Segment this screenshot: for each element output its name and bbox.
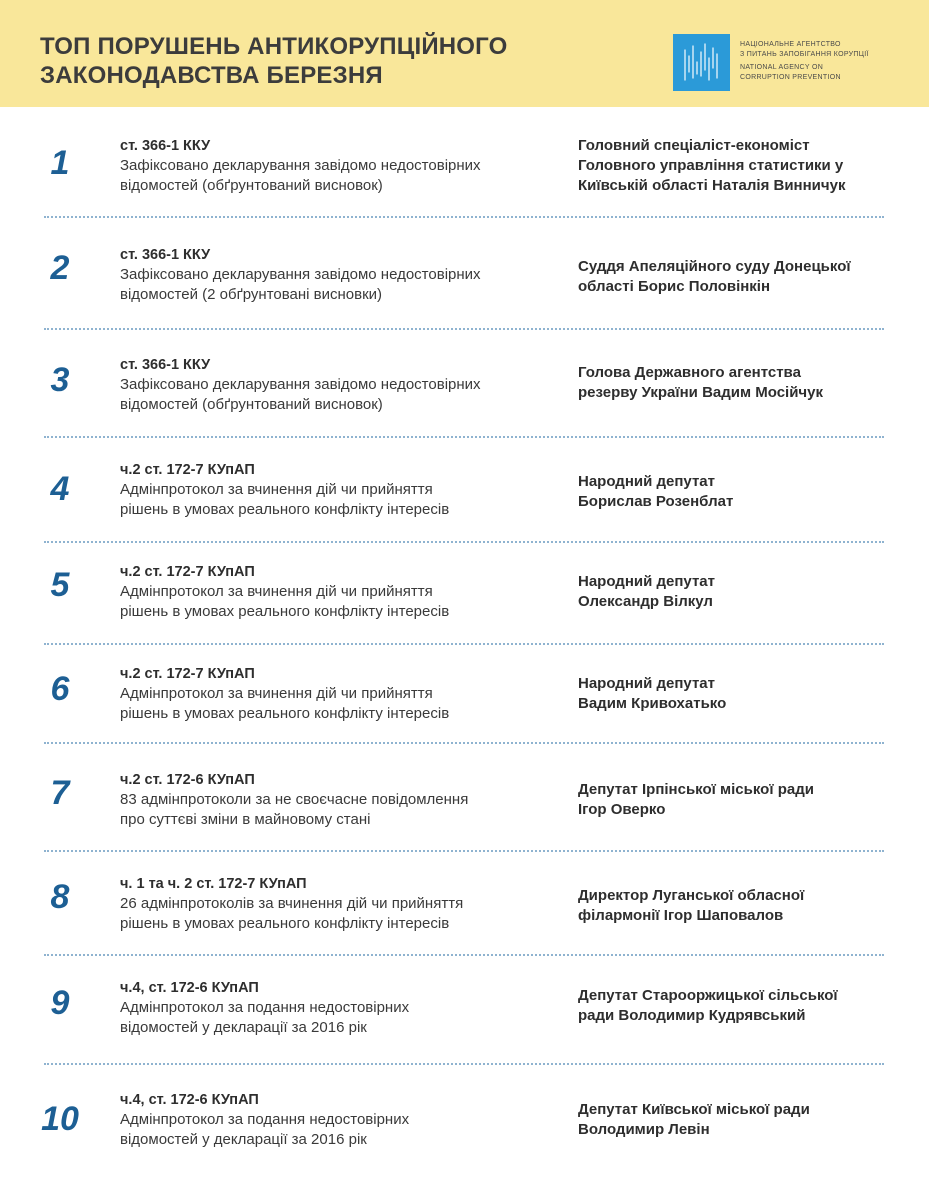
dotted-divider xyxy=(44,742,884,744)
item-number: 4 xyxy=(50,470,70,508)
item-person xyxy=(578,136,845,196)
item-law-article: ст. 366-1 ККУ xyxy=(120,357,211,373)
item-person-line: Голова Державного агентства xyxy=(578,364,801,381)
item-law-article: ч.2 ст. 172-7 КУпАП xyxy=(120,666,255,682)
item-person xyxy=(578,780,814,820)
item-person xyxy=(578,572,715,612)
item-law-article: ч.2 ст. 172-6 КУпАП xyxy=(120,772,255,788)
item-description xyxy=(120,1110,560,1150)
item-description-line: Адмінпротокол за вчинення дій чи прийняття xyxy=(120,481,433,498)
item-person-line: Ігор Оверко xyxy=(578,801,666,818)
title-line-1: ТОП ПОРУШЕНЬ АНТИКОРУПЦІЙНОГО xyxy=(40,33,508,60)
nazk-logo-icon xyxy=(673,34,730,91)
item-person-line: філармонії Ігор Шаповалов xyxy=(578,907,784,924)
item-description xyxy=(120,480,560,520)
dotted-divider xyxy=(44,1063,884,1065)
dotted-divider xyxy=(44,541,884,543)
item-person xyxy=(578,1100,810,1140)
item-description-line: відомостей (обґрунтований висновок) xyxy=(120,396,383,413)
item-description-line: 83 адмінпротоколи за не своєчасне повідомлення xyxy=(120,791,469,808)
item-person-line: ради Володимир Кудрявський xyxy=(578,1007,806,1024)
item-person-line: Народний депутат xyxy=(578,473,715,490)
item-person-line: Депутат Київської міської ради xyxy=(578,1101,810,1118)
item-person-line: Володимир Левін xyxy=(578,1121,710,1138)
item-description-line: 26 адмінпротоколів за вчинення дій чи прийняття xyxy=(120,895,464,912)
logo-ua-line-2: З ПИТАНЬ ЗАПОБІГАННЯ КОРУПЦІЇ xyxy=(740,50,869,58)
item-person-line: Народний депутат xyxy=(578,573,715,590)
item-law-article: ч.4, ст. 172-6 КУпАП xyxy=(120,980,259,996)
item-person-line: Народний депутат xyxy=(578,675,715,692)
dotted-divider xyxy=(44,216,884,218)
item-description-line: відомостей у декларації за 2016 рік xyxy=(120,1131,367,1148)
dotted-divider xyxy=(44,436,884,438)
item-person-line: Суддя Апеляційного суду Донецької xyxy=(578,258,851,275)
item-person-line: Депутат Ірпінської міської ради xyxy=(578,781,814,798)
item-description-line: рішень в умовах реального конфлікту інтересів xyxy=(120,705,450,722)
item-number: 10 xyxy=(41,1100,79,1138)
item-person-line: Борислав Розенблат xyxy=(578,493,734,510)
item-description-line: відомостей у декларації за 2016 рік xyxy=(120,1019,367,1036)
logo-ua-line-1: НАЦІОНАЛЬНЕ АГЕНТСТВО xyxy=(740,41,841,48)
item-person xyxy=(578,257,851,297)
item-person-line: Олександр Вілкул xyxy=(578,593,713,610)
logo-en-line-1: NATIONAL AGENCY ON xyxy=(740,64,824,71)
item-description-line: Адмінпротокол за вчинення дій чи прийняття xyxy=(120,583,433,600)
header-banner xyxy=(0,0,929,107)
item-number: 5 xyxy=(50,566,70,604)
item-number: 9 xyxy=(50,984,70,1022)
item-person-line: Директор Луганської обласної xyxy=(578,887,805,904)
item-law-article: ст. 366-1 ККУ xyxy=(120,247,211,263)
item-law-article: ч.2 ст. 172-7 КУпАП xyxy=(120,564,255,580)
item-description-line: Зафіксовано декларування завідомо недостовірних xyxy=(120,266,481,283)
item-number: 7 xyxy=(50,774,70,812)
item-description-line: рішень в умовах реального конфлікту інтересів xyxy=(120,603,450,620)
item-description xyxy=(120,684,560,724)
item-person xyxy=(578,986,838,1026)
item-description-line: відомостей (обґрунтований висновок) xyxy=(120,177,383,194)
item-number: 6 xyxy=(50,670,70,708)
item-description xyxy=(120,156,560,196)
item-number: 2 xyxy=(50,249,70,287)
item-description xyxy=(120,375,560,415)
item-description-line: Адмінпротокол за подання недостовірних xyxy=(120,999,410,1016)
item-description-line: про суттєві зміни в майновому стані xyxy=(120,811,371,828)
item-person xyxy=(578,472,733,512)
item-law-article: ч.2 ст. 172-7 КУпАП xyxy=(120,462,255,478)
item-number: 3 xyxy=(50,361,70,399)
title-line-2: ЗАКОНОДАВСТВА БЕРЕЗНЯ xyxy=(40,62,383,89)
item-description-line: Зафіксовано декларування завідомо недостовірних xyxy=(120,376,481,393)
item-person xyxy=(578,674,726,714)
item-description-line: рішень в умовах реального конфлікту інтересів xyxy=(120,501,450,518)
item-law-article: ч. 1 та ч. 2 ст. 172-7 КУпАП xyxy=(120,876,307,892)
item-person xyxy=(578,886,804,926)
item-person xyxy=(578,363,823,403)
dotted-divider xyxy=(44,328,884,330)
dotted-divider xyxy=(44,643,884,645)
item-person-line: Вадим Кривохатько xyxy=(578,695,727,712)
page-title xyxy=(40,32,508,90)
item-description xyxy=(120,790,560,830)
item-description-line: Адмінпротокол за подання недостовірних xyxy=(120,1111,410,1128)
item-description xyxy=(120,265,560,305)
item-person-line: Депутат Старооржицької сільської xyxy=(578,987,838,1004)
item-description-line: Адмінпротокол за вчинення дій чи прийняття xyxy=(120,685,433,702)
item-number: 1 xyxy=(50,144,70,182)
item-person-line: Київській області Наталія Винничук xyxy=(578,177,846,194)
item-description-line: Зафіксовано декларування завідомо недостовірних xyxy=(120,157,481,174)
item-law-article: ст. 366-1 ККУ xyxy=(120,138,211,154)
logo-en-line-2: CORRUPTION PREVENTION xyxy=(740,73,841,81)
logo-caption xyxy=(740,40,869,82)
item-description-line: відомостей (2 обґрунтовані висновки) xyxy=(120,286,383,303)
dotted-divider xyxy=(44,850,884,852)
dotted-divider xyxy=(44,954,884,956)
item-person-line: області Борис Половінкін xyxy=(578,278,771,295)
item-person-line: Головного управління статистики у xyxy=(578,157,844,174)
item-description xyxy=(120,998,560,1038)
item-person-line: резерву України Вадим Мосійчук xyxy=(578,384,823,401)
item-description xyxy=(120,894,560,934)
item-description xyxy=(120,582,560,622)
item-person-line: Головний спеціаліст-економіст xyxy=(578,137,810,154)
item-number: 8 xyxy=(50,878,70,916)
item-law-article: ч.4, ст. 172-6 КУпАП xyxy=(120,1092,259,1108)
item-description-line: рішень в умовах реального конфлікту інтересів xyxy=(120,915,450,932)
